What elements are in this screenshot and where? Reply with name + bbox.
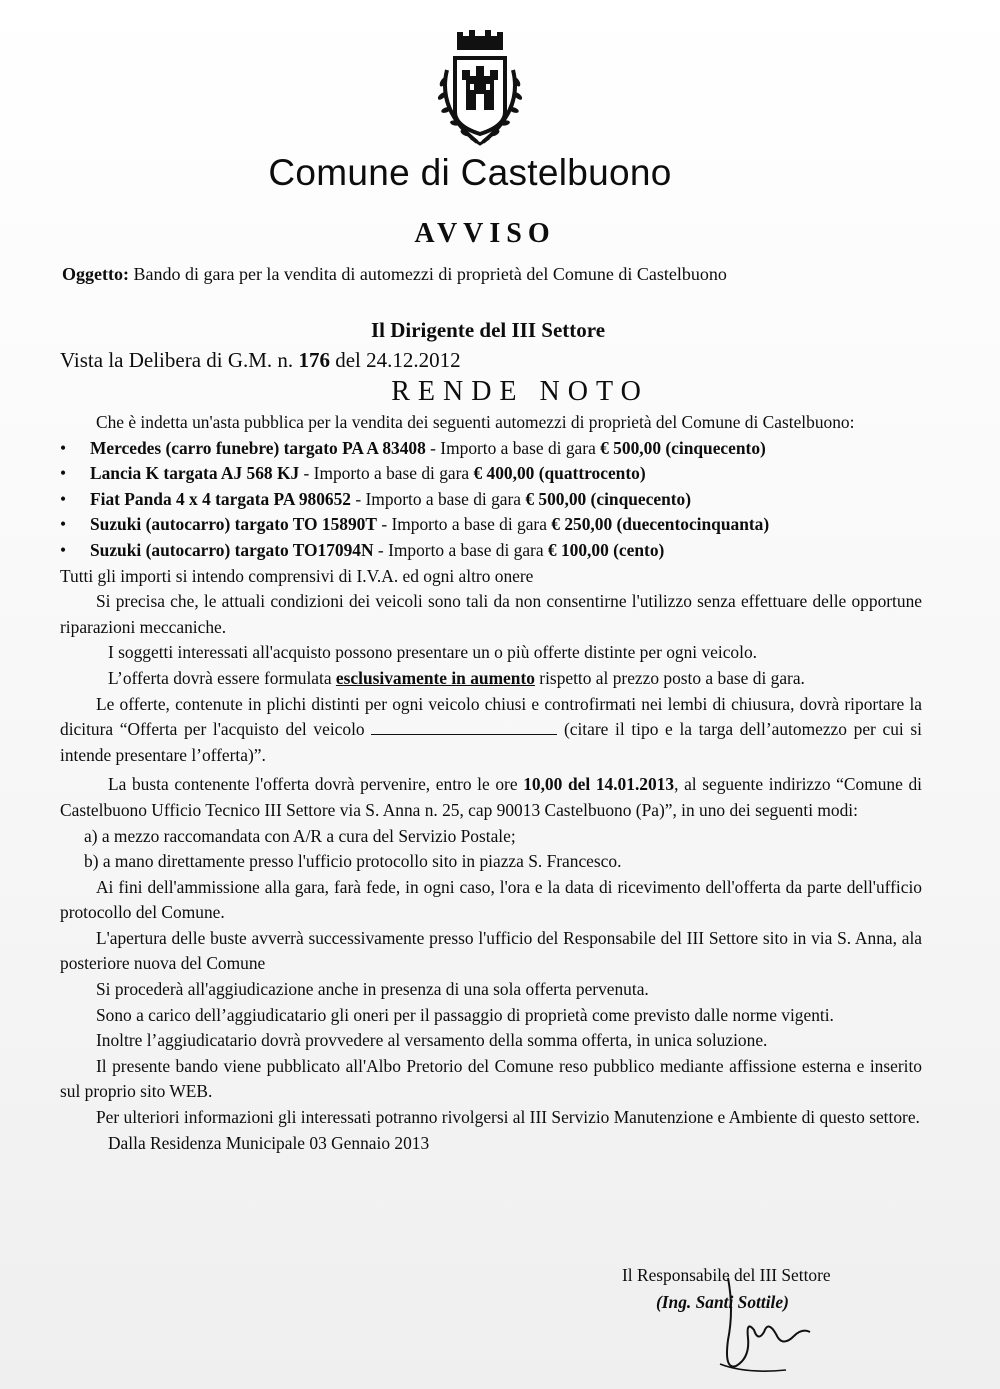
- envelope-paragraph: [60, 692, 922, 769]
- subject-line: [62, 264, 962, 285]
- payment-paragraph: Inoltre l’aggiudicatario dovrà provvedere al versamento della somma offerta, in unica soluzione.: [96, 1030, 768, 1051]
- vehicle-base-label: - Importo a base di gara: [351, 488, 526, 509]
- vehicle-base-label: - Importo a base di gara: [373, 539, 548, 560]
- signatory-role: Il Responsabile del III Settore: [622, 1265, 831, 1285]
- date-line: Dalla Residenza Municipale 03 Gennaio 2013: [108, 1132, 430, 1153]
- notice-body: [60, 410, 922, 1156]
- vehicle-name: Suzuki (autocarro) targato TO 15890T: [90, 514, 377, 535]
- vehicle-price: € 500,00 (cinquecento): [525, 488, 692, 509]
- resolution-suffix: del 24.12.2012: [329, 348, 461, 372]
- vehicle-blank-line: [371, 718, 557, 735]
- vehicle-price: € 400,00 (quattrocento): [473, 463, 646, 484]
- delivery-option-a: a) a mezzo raccomandata con A/R a cura del Servizio Postale;: [84, 825, 516, 846]
- publication-paragraph: Il presente bando viene pubblicato all'Albo Pretorio del Comune reso pubblico mediante affissione esterna e inserito sul proprio sito WEB.: [60, 1055, 922, 1102]
- deadline-paragraph: [60, 772, 922, 823]
- vehicle-list: [60, 436, 922, 564]
- avviso-heading: AVVISO: [414, 218, 556, 249]
- bullet-icon: •: [60, 514, 67, 535]
- vehicle-name: Fiat Panda 4 x 4 targata PA 980652: [90, 488, 352, 509]
- opening-paragraph: L'apertura delle buste avverrà successivamente presso l'ufficio del Responsabile del III Settore sito in via S. Anna, ala posteriore nuova del Comune: [60, 927, 922, 974]
- vehicle-base-label: - Importo a base di gara: [299, 463, 474, 484]
- award-paragraph: Si procederà all'aggiudicazione anche in presenza di una sola offerta pervenuta.: [96, 979, 649, 1000]
- vehicle-item: [60, 487, 922, 513]
- offer-text-emphasis: esclusivamente in aumento: [335, 667, 535, 688]
- vat-note: Tutti gli importi si intendo comprensivi di I.V.A. ed ogni altro onere: [60, 565, 534, 586]
- vehicle-price: € 500,00 (cinquecento): [600, 437, 766, 458]
- vehicle-name: Lancia K targata AJ 568 KJ: [90, 463, 300, 484]
- envelope-text-post: (citare il tipo e la targa dell’automezzo per cui si intende presentare l’offerta)”.: [60, 719, 923, 765]
- vehicle-name: Mercedes (carro funebre) targato PA A 83408: [90, 437, 426, 458]
- envelope-text-pre: Le offerte, contenute in plichi distinti per ogni veicolo chiusi e controfirmati nei lembi di chiusura, dovrà riportare la dicitura “Offerta per l'acquisto del veicolo: [60, 693, 922, 740]
- deadline-date: 10,00 del 14.01.2013: [523, 774, 675, 795]
- bullet-icon: •: [60, 437, 67, 458]
- costs-paragraph: Sono a carico dell’aggiudicatario gli oneri per il passaggio di proprietà come previsto dalle norme vigenti.: [96, 1004, 834, 1025]
- info-paragraph: Per ulteriori informazioni gli interessati potranno rivolgersi al III Servizio Manutenzione e Ambiente di questo settore.: [96, 1107, 920, 1128]
- vehicle-item: [60, 512, 922, 538]
- resolution-prefix: Vista la Delibera di G.M. n.: [60, 348, 299, 372]
- subject-label: Oggetto:: [62, 264, 129, 284]
- signatory-name: (Ing. Santi Sottile): [656, 1292, 789, 1312]
- offer-paragraph: [60, 666, 922, 692]
- admission-paragraph: Ai fini dell'ammissione alla gara, farà fede, in ogni caso, l'ora e la data di ricevimento dell'offerta da parte dell'ufficio protocollo del Comune.: [60, 876, 922, 923]
- rende-noto-heading: RENDE NOTO: [391, 376, 649, 407]
- bullet-icon: •: [60, 463, 67, 484]
- delivery-option-b: b) a mano direttamente presso l'ufficio protocollo sito in piazza S. Francesco.: [84, 851, 622, 872]
- deadline-text-post: , al seguente indirizzo “Comune di Castelbuono Ufficio Tecnico III Settore via S. Anna n. 25, cap 90013 Castelbuono (Pa)”, in uno dei seguenti modi:: [60, 774, 922, 820]
- resolution-number: 176: [298, 348, 330, 372]
- bullet-icon: •: [60, 488, 67, 509]
- bullet-icon: •: [60, 539, 67, 560]
- vehicle-name: Suzuki (autocarro) targato TO17094N: [90, 539, 374, 560]
- castle-crest-icon: [425, 30, 535, 150]
- intro-paragraph: Che è indetta un'asta pubblica per la vendita dei seguenti automezzi di proprietà del Comune di Castelbuono:: [96, 412, 855, 432]
- subject-text: Bando di gara per la vendita di automezzi di proprietà del Comune di Castelbuono: [133, 264, 727, 284]
- page-title: Comune di Castelbuono: [268, 152, 672, 193]
- vehicle-item: [60, 538, 922, 564]
- bidders-paragraph: I soggetti interessati all'acquisto possono presentare un o più offerte distinte per ogni veicolo.: [108, 642, 758, 663]
- offer-text-pre: L’offerta dovrà essere formulata: [108, 667, 336, 688]
- vehicle-price: € 100,00 (cento): [547, 539, 665, 560]
- vehicle-item: [60, 436, 922, 462]
- vehicle-item: [60, 461, 922, 487]
- vehicle-base-label: - Importo a base di gara: [425, 437, 601, 458]
- issuer-heading: Il Dirigente del III Settore: [370, 318, 606, 342]
- conditions-paragraph: Si precisa che, le attuali condizioni dei veicoli sono tali da non consentirne l'utilizzo senza effettuare delle opportune riparazioni meccaniche.: [60, 591, 922, 637]
- handwritten-signature: [706, 1270, 826, 1380]
- deadline-text-pre: La busta contenente l'offerta dovrà pervenire, entro le ore: [108, 774, 524, 795]
- resolution-line: [60, 348, 461, 373]
- vehicle-base-label: - Importo a base di gara: [376, 514, 552, 535]
- vehicle-price: € 250,00 (duecentocinquanta): [551, 514, 770, 535]
- offer-text-post: rispetto al prezzo posto a base di gara.: [534, 667, 805, 688]
